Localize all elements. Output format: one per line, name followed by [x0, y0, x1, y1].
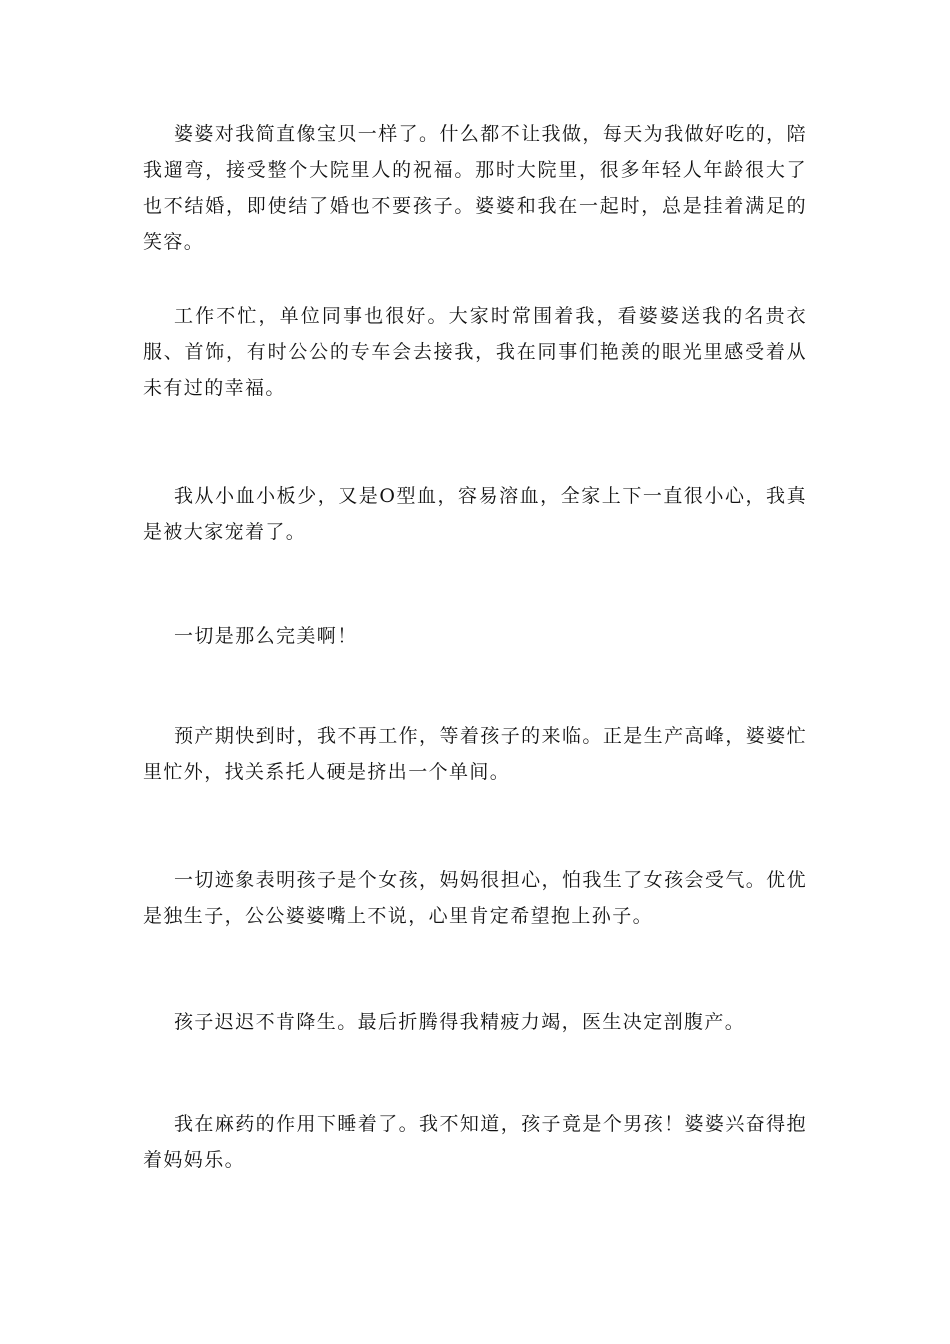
- paragraph-7: 孩子迟迟不肯降生。最后折腾得我精疲力竭，医生决定剖腹产。: [174, 1011, 746, 1033]
- paragraph-1: 婆婆对我简直像宝贝一样了。什么都不让我做，每天为我做好吃的，陪我遛弯，接受整个大院里人的祝福。那时大院里，很多年轻人年龄很大了也不结婚，即使结了婚也不要孩子。婆婆和我在一起时，总是挂着满足的笑容。: [143, 123, 807, 253]
- paragraph-8: 我在麻药的作用下睡着了。我不知道，孩子竟是个男孩！婆婆兴奋得抱着妈妈乐。: [143, 1113, 807, 1171]
- paragraph-6: 一切迹象表明孩子是个女孩，妈妈很担心，怕我生了女孩会受气。优优是独生子，公公婆婆嘴上不说，心里肯定希望抱上孙子。: [143, 869, 807, 927]
- paragraph-4: 一切是那么完美啊！: [174, 625, 358, 647]
- paragraph-5: 预产期快到时，我不再工作，等着孩子的来临。正是生产高峰，婆婆忙里忙外，找关系托人硬是挤出一个单间。: [143, 725, 807, 783]
- paragraph-3: 我从小血小板少，又是O型血，容易溶血，全家上下一直很小心，我真是被大家宠着了。: [143, 485, 807, 543]
- paragraph-2: 工作不忙，单位同事也很好。大家时常围着我，看婆婆送我的名贵衣服、首饰，有时公公的专车会去接我，我在同事们艳羡的眼光里感受着从未有过的幸福。: [143, 305, 807, 399]
